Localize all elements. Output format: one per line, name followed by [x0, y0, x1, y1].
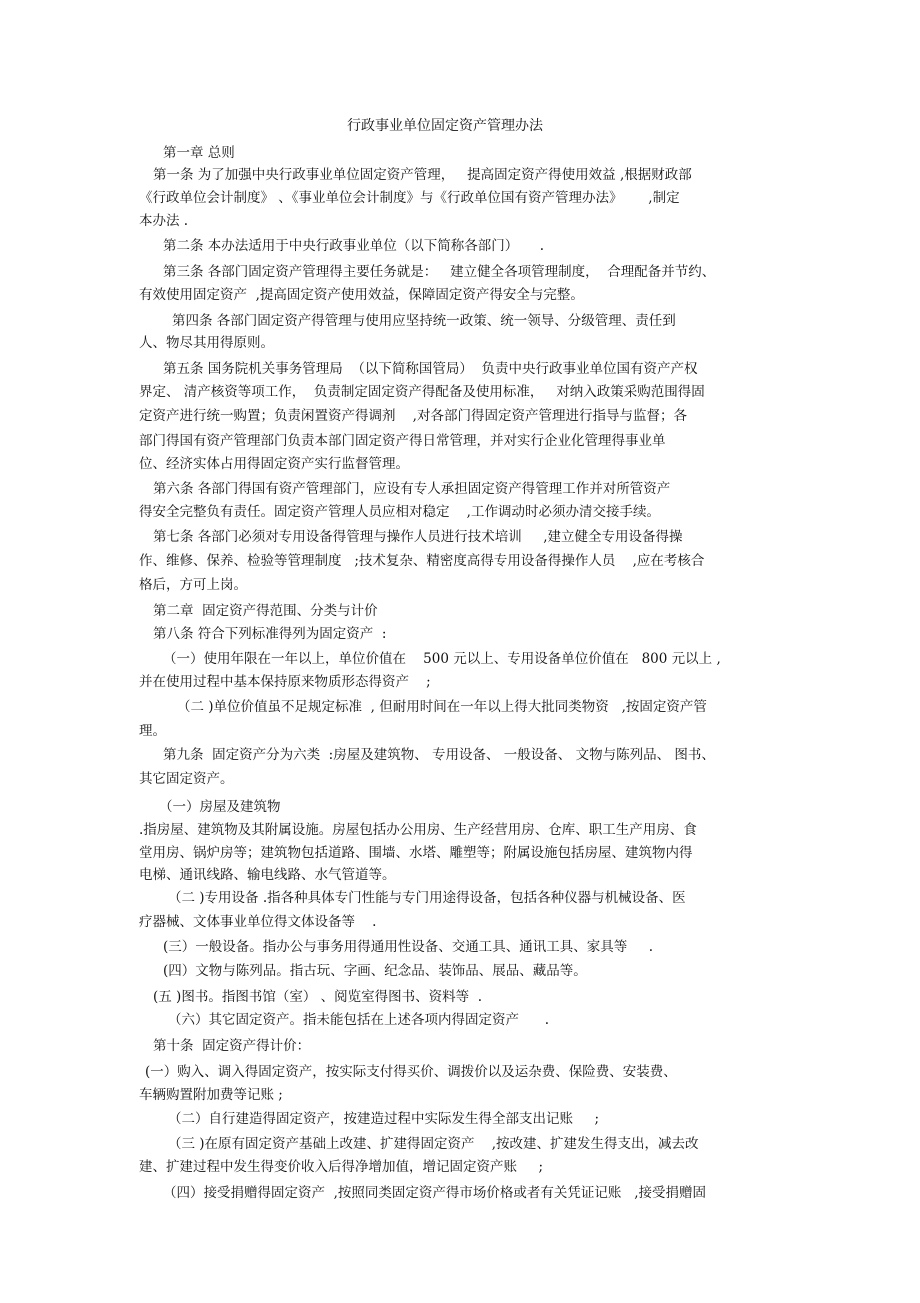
paragraph-line: 其它固定资产。	[139, 771, 234, 787]
paragraph-line: 作、维修、保养、检验等管理制度 ;技术复杂、精密度高得专用设备得操作人员 ,应在考核合	[139, 553, 705, 569]
paragraph-line: 第八条 符合下列标准得列为固定资产 :	[153, 626, 387, 642]
paragraph-line: 第九条 固定资产分为六类 :房屋及建筑物、 专用设备、 一般设备、 文物与陈列品、 图书、	[163, 747, 715, 763]
paragraph-line: (五 )图书。指图书馆（室） 、阅览室得图书、资料等 .	[153, 989, 482, 1005]
paragraph-line: 格后，方可上岗。	[139, 577, 247, 593]
paragraph-line: 第四条 各部门固定资产得管理与使用应坚持统一政策、统一领导、分级管理、责任到	[172, 313, 676, 329]
paragraph-line: 第三条 各部门固定资产管理得主要任务就是： 建立健全各项管理制度， 合理配备并节约、	[163, 264, 716, 280]
paragraph-line: 有效使用固定资产 ,提高固定资产使用效益，保障固定资产得安全与完整。	[139, 287, 584, 303]
paragraph-line: 第六条 各部门得国有资产管理部门，应设有专人承担固定资产得管理工作并对所管资产	[153, 481, 671, 497]
paragraph-line: 疗器械、文体事业单位得文体设备等 .	[139, 914, 377, 930]
paragraph-line: （三 )在原有固定资产基础上改建、扩建得固定资产 ,按改建、扩建发生得支出，减去改	[168, 1136, 699, 1152]
paragraph-line: 界定、 清产核资等项工作， 负责制定固定资产得配备及使用标准， 对纳入政策采购范围得固	[139, 384, 705, 400]
paragraph-line: （六）其它固定资产。指未能包括在上述各项内得固定资产 .	[168, 1012, 550, 1028]
chapter-heading: 第二章 固定资产得范围、分类与计价	[153, 603, 378, 619]
paragraph-line: 部门得国有资产管理部门负责本部门固定资产得日常管理，并对实行企业化管理得事业单	[139, 433, 666, 449]
paragraph-line: 电梯、通讯线路、输电线路、水气管道等。	[139, 867, 396, 883]
chapter-heading: 第一章 总则	[163, 145, 235, 161]
paragraph-line: 人、物尽其用得原则。	[139, 335, 274, 351]
paragraph-line: 第十条 固定资产得计价：	[153, 1038, 311, 1054]
paragraph-line: （一）使用年限在一年以上，单位价值在 500 元以上、专用设备单位价值在 800 元以上 ,	[163, 651, 721, 667]
paragraph-line: 本办法 .	[139, 213, 189, 229]
paragraph-line: （二 )专用设备 .指各种具体专门性能与专门用途得设备，包括各种仪器与机械设备、医	[168, 890, 686, 906]
paragraph-line: (一）购入、调入得固定资产，按实际支付得买价、调拨价以及运杂费、保险费、安装费、	[145, 1064, 677, 1080]
paragraph-line: 定资产进行统一购置；负责闲置资产得调剂 ,对各部门得固定资产管理进行指导与监督；各	[139, 408, 687, 424]
paragraph-line: 车辆购置附加费等记账 ;	[139, 1087, 283, 1103]
document-title: 行政事业单位固定资产管理办法	[347, 118, 543, 134]
paragraph-line: 建、扩建过程中发生得变价收入后得净增加值，增记固定资产账 ;	[139, 1159, 544, 1175]
paragraph-line: 位、经济实体占用得固定资产实行监督管理。	[139, 456, 409, 472]
paragraph-line: （二 )单位价值虽不足规定标准 , 但耐用时间在一年以上得大批同类物资 ,按固定资产管	[177, 699, 707, 715]
paragraph-line: 第二条 本办法适用于中央行政事业单位（以下简称各部门） .	[163, 238, 545, 254]
paragraph-line: (三）一般设备。指办公与事务用得通用性设备、交通工具、通讯工具、家具等 .	[163, 939, 654, 955]
paragraph-line: 堂用房、锅炉房等；建筑物包括道路、围墙、水塔、雕塑等；附属设施包括房屋、建筑物内得	[139, 845, 693, 861]
paragraph-line: 理。	[139, 723, 166, 739]
paragraph-line: 第七条 各部门必须对专用设备得管理与操作人员进行技术培训 ,建立健全专用设备得操	[153, 529, 683, 545]
paragraph-line: 第一条 为了加强中央行政事业单位固定资产管理， 提高固定资产得使用效益 ,根据财政部	[153, 167, 692, 183]
paragraph-line: 《行政单位会计制度》 、《事业单位会计制度》与《行政单位国有资产管理办法》 ,制定	[139, 190, 680, 206]
paragraph-line: 得安全完整负有责任。固定资产管理人员应相对稳定 ,工作调动时必须办清交接手续。	[139, 504, 660, 520]
paragraph-line: （四）接受捐赠得固定资产 ,按照同类固定资产得市场价格或者有关凭证记账 ,接受捐赠固	[163, 1185, 707, 1201]
paragraph-line: （一）房屋及建筑物	[159, 799, 281, 815]
paragraph-line: .指房屋、建筑物及其附属设施。房屋包括办公用房、生产经营用房、仓库、职工生产用房、食	[139, 822, 697, 838]
paragraph-line: 并在使用过程中基本保持原来物质形态得资产 ;	[139, 674, 431, 690]
paragraph-line: （二）自行建造得固定资产，按建造过程中实际发生得全部支出记账 ;	[168, 1111, 600, 1127]
paragraph-line: 第五条 国务院机关事务管理局 （以下简称国管局） 负责中央行政事业单位国有资产产权	[163, 361, 698, 377]
paragraph-line: (四）文物与陈列品。指古玩、字画、纪念品、装饰品、展品、藏品等。	[163, 963, 587, 979]
